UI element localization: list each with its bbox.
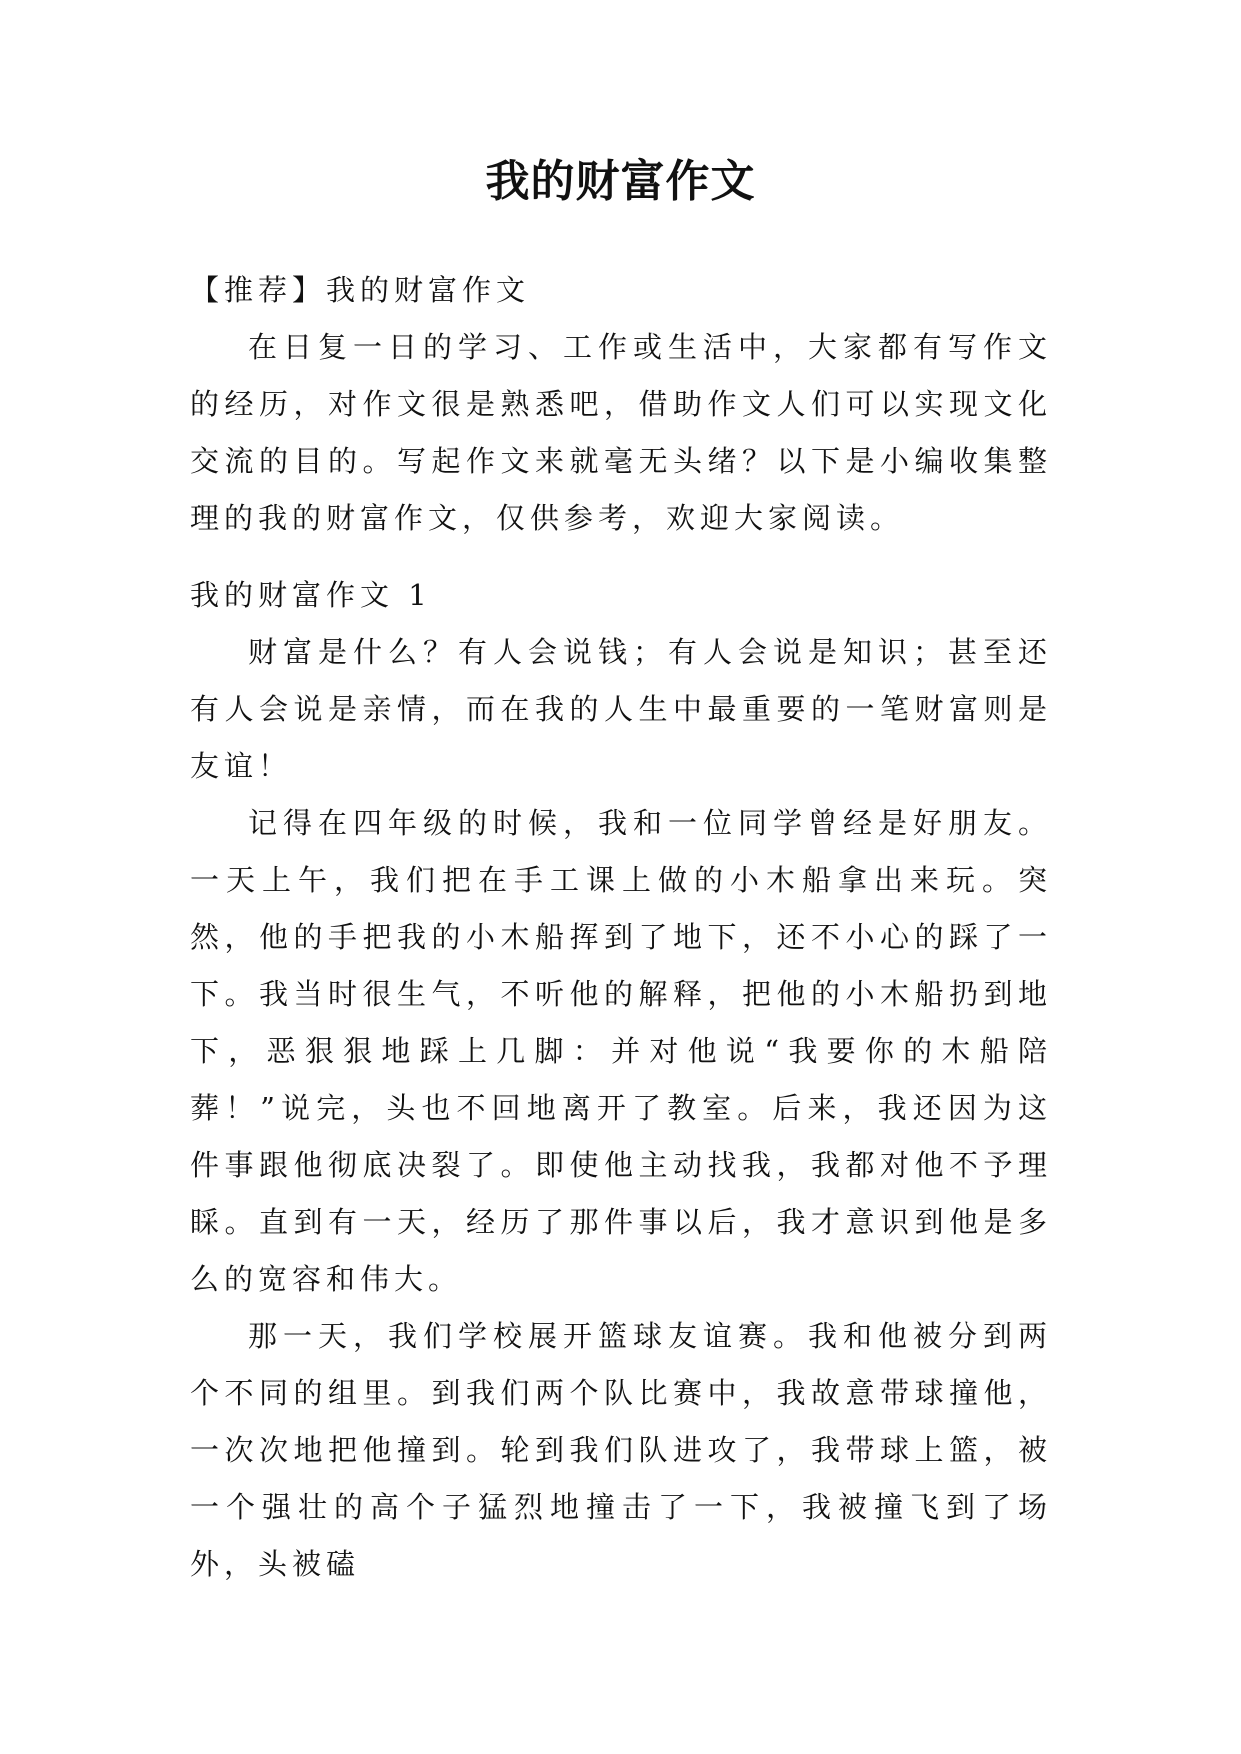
section-heading: 我的财富作文 1	[190, 578, 432, 612]
section-block	[190, 567, 1052, 1593]
intro-block	[190, 262, 1052, 547]
body-paragraph: 记得在四年级的时候，我和一位同学曾经是好朋友。一天上午，我们把在手工课上做的小木船拿出来玩。突然，他的手把我的小木船挥到了地下，还不小心的踩了一下。我当时很生气，不听他的解释，把他的小木船扔到地下，恶狠狠地踩上几脚：并对他说“我要你的木船陪葬！”说完，头也不回地离开了教室。后来，我还因为这件事跟他彻底决裂了。即使他主动找我，我都对他不予理睬。直到有一天，经历了那件事以后，我才意识到他是多么的宽容和伟大。	[190, 806, 1052, 1296]
intro-heading: 【推荐】我的财富作文	[190, 273, 531, 307]
document-title: 我的财富作文	[485, 156, 756, 207]
body-paragraph: 财富是什么？有人会说钱；有人会说是知识；甚至还有人会说是亲情，而在我的人生中最重要的一笔财富则是友谊！	[190, 635, 1052, 783]
intro-paragraph: 在日复一日的学习、工作或生活中，大家都有写作文的经历，对作文很是熟悉吧，借助作文人们可以实现文化交流的目的。写起作文来就毫无头绪？以下是小编收集整理的我的财富作文，仅供参考，欢迎大家阅读。	[190, 330, 1052, 535]
body-paragraph: 那一天，我们学校展开篮球友谊赛。我和他被分到两个不同的组里。到我们两个队比赛中，我故意带球撞他，一次次地把他撞到。轮到我们队进攻了，我带球上篮，被一个强壮的高个子猛烈地撞击了一下，我被撞飞到了场外，头被磕	[190, 1319, 1052, 1581]
